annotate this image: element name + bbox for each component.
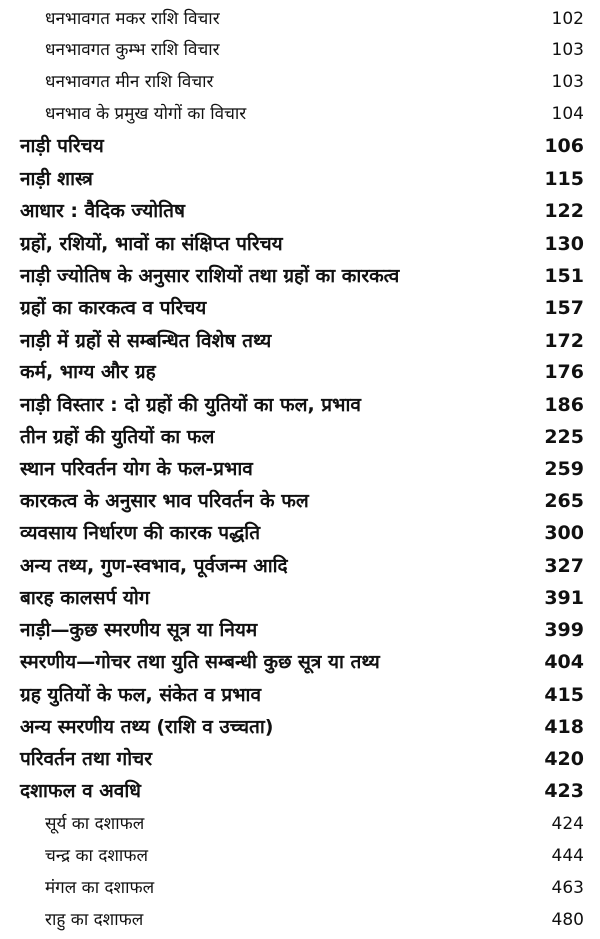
toc-entry-page: 391 bbox=[544, 587, 584, 609]
toc-entry-title: स्मरणीय—गोचर तथा युति सम्बन्धी कुछ सूत्र या तथ्य bbox=[20, 651, 380, 673]
toc-entry bbox=[0, 4, 600, 34]
toc-entry bbox=[0, 99, 600, 129]
toc-entry bbox=[0, 647, 600, 677]
toc-entry-page: 423 bbox=[544, 780, 584, 802]
toc-entry-title: नाड़ी में ग्रहों से सम्बन्धित विशेष तथ्य bbox=[20, 330, 272, 352]
toc-entry-title: व्यवसाय निर्धारण की कारक पद्धति bbox=[20, 522, 261, 544]
toc-entry-title: स्थान परिवर्तन योग के फल-प्रभाव bbox=[20, 458, 253, 480]
toc-entry-title: सूर्य का दशाफल bbox=[45, 814, 145, 834]
toc-entry-title: परिवर्तन तथा गोचर bbox=[20, 748, 152, 770]
toc-entry-title: मंगल का दशाफल bbox=[45, 878, 155, 898]
toc-entry bbox=[0, 583, 600, 613]
toc-entry-page: 103 bbox=[551, 40, 584, 60]
toc-entry bbox=[0, 422, 600, 452]
toc-entry bbox=[0, 164, 600, 194]
toc-entry-title: कारकत्व के अनुसार भाव परिवर्तन के फल bbox=[20, 490, 309, 512]
toc-entry-page: 399 bbox=[544, 619, 584, 641]
toc-entry-title: आधार : वैदिक ज्योतिष bbox=[20, 200, 185, 222]
toc-entry bbox=[0, 744, 600, 774]
toc-entry bbox=[0, 67, 600, 97]
toc-entry-page: 157 bbox=[544, 297, 584, 319]
toc-entry-page: 103 bbox=[551, 72, 584, 92]
toc-entry-title: कर्म, भाग्य और ग्रह bbox=[20, 361, 156, 383]
toc-entry-title: दशाफल व अवधि bbox=[20, 780, 141, 802]
toc-entry-page: 130 bbox=[544, 233, 584, 255]
toc-entry bbox=[0, 357, 600, 387]
toc-entry-page: 444 bbox=[551, 846, 584, 866]
toc-entry bbox=[0, 615, 600, 645]
toc-entry-page: 104 bbox=[551, 104, 584, 124]
toc-entry bbox=[0, 873, 600, 903]
toc-entry bbox=[0, 551, 600, 581]
toc-entry-page: 225 bbox=[544, 426, 584, 448]
toc-entry-title: ग्रहों का कारकत्व व परिचय bbox=[20, 297, 207, 319]
toc-entry-page: 404 bbox=[544, 651, 584, 673]
toc-entry-page: 176 bbox=[544, 361, 584, 383]
toc-entry bbox=[0, 809, 600, 839]
toc-entry bbox=[0, 454, 600, 484]
toc-entry bbox=[0, 35, 600, 65]
toc-entry-page: 102 bbox=[551, 9, 584, 29]
toc-entry bbox=[0, 131, 600, 161]
toc-entry-title: राहु का दशाफल bbox=[45, 910, 144, 930]
toc-entry bbox=[0, 390, 600, 420]
toc-entry-page: 424 bbox=[551, 814, 584, 834]
toc-entry-title: धनभावगत मकर राशि विचार bbox=[45, 9, 220, 29]
toc-entry bbox=[0, 229, 600, 259]
toc-entry-title: धनभावगत मीन राशि विचार bbox=[45, 72, 214, 92]
toc-entry-title: नाड़ी परिचय bbox=[20, 135, 104, 157]
toc-entry-page: 480 bbox=[551, 910, 584, 930]
toc-entry-title: धनभाव के प्रमुख योगों का विचार bbox=[45, 104, 247, 124]
toc-entry-page: 415 bbox=[544, 684, 584, 706]
toc-entry bbox=[0, 518, 600, 548]
toc-entry bbox=[0, 293, 600, 323]
toc-entry bbox=[0, 196, 600, 226]
toc-entry-title: धनभावगत कुम्भ राशि विचार bbox=[45, 40, 220, 60]
toc-entry bbox=[0, 905, 600, 935]
toc-entry-page: 327 bbox=[544, 555, 584, 577]
toc-entry bbox=[0, 712, 600, 742]
toc-entry-title: चन्द्र का दशाफल bbox=[45, 846, 148, 866]
toc-entry-title: बारह कालसर्प योग bbox=[20, 587, 150, 609]
toc-entry-title: अन्य तथ्य, गुण-स्वभाव, पूर्वजन्म आदि bbox=[20, 555, 288, 577]
toc-entry bbox=[0, 680, 600, 710]
toc-entry-title: नाड़ी—कुछ स्मरणीय सूत्र या नियम bbox=[20, 619, 258, 641]
toc-entry-page: 122 bbox=[544, 200, 584, 222]
toc-entry-page: 106 bbox=[544, 135, 584, 157]
toc-entry bbox=[0, 486, 600, 516]
toc-entry-title: तीन ग्रहों की युतियों का फल bbox=[20, 426, 215, 448]
toc-entry bbox=[0, 776, 600, 806]
toc-entry bbox=[0, 261, 600, 291]
toc-entry-title: नाड़ी शास्त्र bbox=[20, 168, 93, 190]
toc-entry-page: 418 bbox=[544, 716, 584, 738]
toc-entry-title: ग्रह युतियों के फल, संकेत व प्रभाव bbox=[20, 684, 262, 706]
toc-entry-title: नाड़ी ज्योतिष के अनुसार राशियों तथा ग्रहों का कारकत्व bbox=[20, 265, 400, 287]
toc-entry-page: 265 bbox=[544, 490, 584, 512]
toc-entry-title: नाड़ी विस्तार : दो ग्रहों की युतियों का फल, प्रभाव bbox=[20, 394, 361, 416]
toc-entry-page: 420 bbox=[544, 748, 584, 770]
toc-entry-page: 463 bbox=[551, 878, 584, 898]
toc-entry bbox=[0, 326, 600, 356]
toc-entry-page: 259 bbox=[544, 458, 584, 480]
toc-entry-page: 186 bbox=[544, 394, 584, 416]
toc-entry-page: 300 bbox=[544, 522, 584, 544]
toc-entry-page: 172 bbox=[544, 330, 584, 352]
toc-entry-title: अन्य स्मरणीय तथ्य (राशि व उच्चता) bbox=[20, 716, 274, 738]
toc-entry bbox=[0, 841, 600, 871]
toc-entry-title: ग्रहों, रशियों, भावों का संक्षिप्त परिचय bbox=[20, 233, 283, 255]
toc-entry-page: 151 bbox=[544, 265, 584, 287]
toc-entry-page: 115 bbox=[544, 168, 584, 190]
